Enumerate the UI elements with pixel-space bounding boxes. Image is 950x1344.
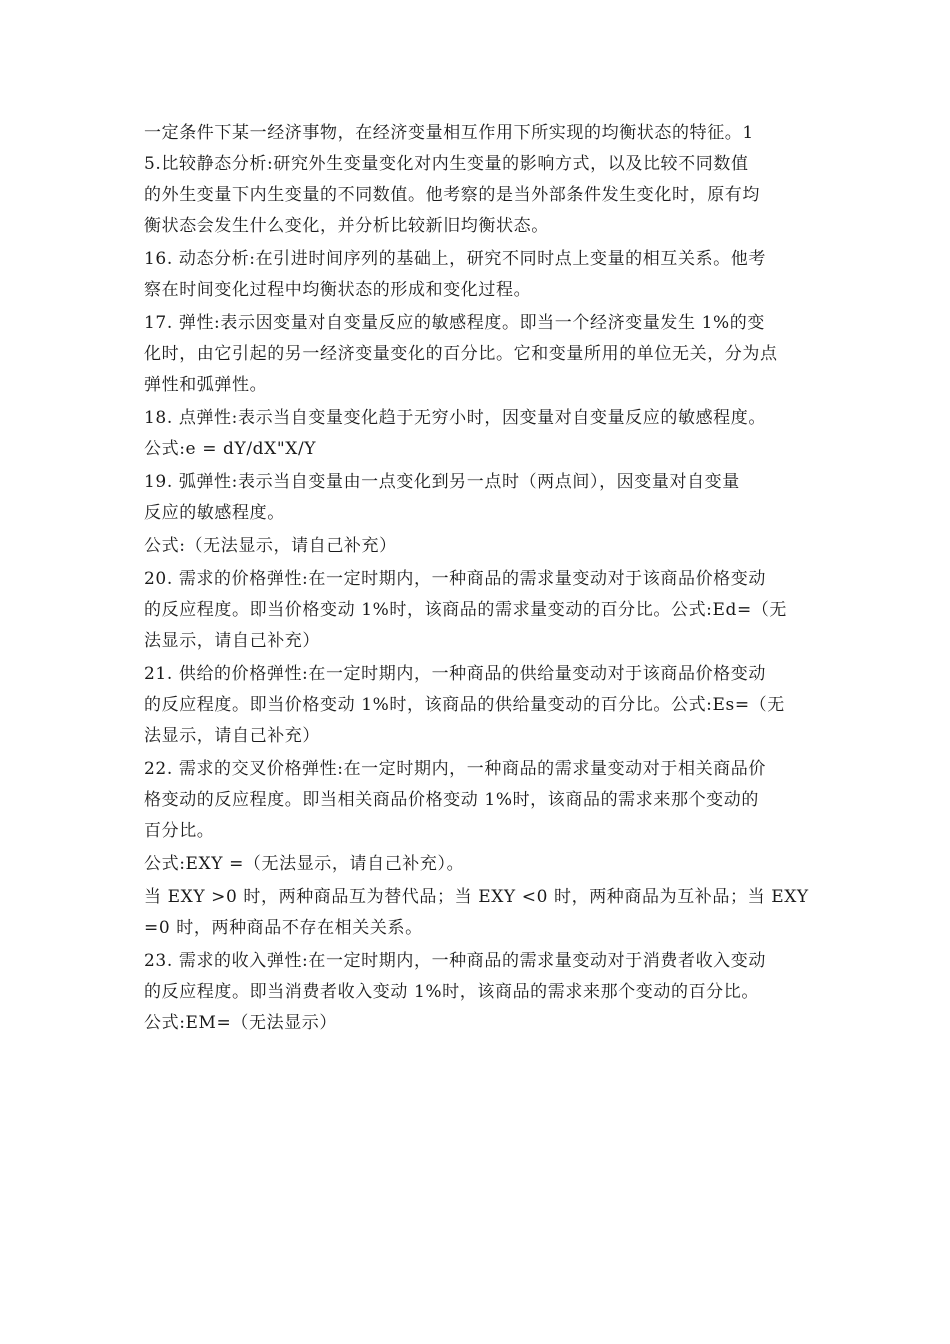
text-line: 的反应程度。即当消费者收入变动 1%时，该商品的需求来那个变动的百分比。 — [144, 982, 759, 1002]
text-line: 18. 点弹性:表示当自变量变化趋于无穷小时，因变量对自变量反应的敏感程度。 — [144, 408, 766, 428]
text-line: 公式:EM=（无法显示） — [144, 1013, 337, 1033]
text-line: 百分比。 — [144, 821, 215, 841]
text-line: 的反应程度。即当价格变动 1%时，该商品的需求量变动的百分比。公式:Ed=（无 — [144, 600, 788, 620]
text-line: 5.比较静态分析:研究外生变量变化对内生变量的影响方式，以及比较不同数值 — [144, 154, 749, 174]
text-line: 化时，由它引起的另一经济变量变化的百分比。它和变量所用的单位无关，分为点 — [144, 344, 778, 364]
text-line: 22. 需求的交叉价格弹性:在一定时期内，一种商品的需求量变动对于相关商品价 — [144, 759, 766, 779]
text-line: 21. 供给的价格弹性:在一定时期内，一种商品的供给量变动对于该商品价格变动 — [144, 664, 766, 684]
text-line: 16. 动态分析:在引进时间序列的基础上，研究不同时点上变量的相互关系。他考 — [144, 249, 766, 269]
text-line: 反应的敏感程度。 — [144, 503, 285, 523]
text-line: =0 时，两种商品不存在相关关系。 — [144, 918, 423, 938]
text-line: 的反应程度。即当价格变动 1%时，该商品的供给量变动的百分比。公式:Es=（无 — [144, 695, 785, 715]
text-line: 当 EXY >0 时，两种商品互为替代品；当 EXY <0 时，两种商品为互补品；当 EXY — [144, 887, 809, 907]
text-line: 23. 需求的收入弹性:在一定时期内，一种商品的需求量变动对于消费者收入变动 — [144, 951, 766, 971]
text-line: 公式:EXY =（无法显示，请自己补充）。 — [144, 854, 465, 874]
text-line: 法显示，请自己补充） — [144, 631, 320, 651]
text-line: 弹性和弧弹性。 — [144, 375, 268, 395]
text-line: 公式:（无法显示，请自己补充） — [144, 536, 397, 556]
text-line: 衡状态会发生什么变化，并分析比较新旧均衡状态。 — [144, 216, 549, 236]
text-line: 17. 弹性:表示因变量对自变量反应的敏感程度。即当一个经济变量发生 1%的变 — [144, 313, 765, 333]
document-body — [144, 118, 812, 1039]
text-line: 格变动的反应程度。即当相关商品价格变动 1%时，该商品的需求来那个变动的 — [144, 790, 759, 810]
text-line: 的外生变量下内生变量的不同数值。他考察的是当外部条件发生变化时，原有均 — [144, 185, 760, 205]
text-line: 察在时间变化过程中均衡状态的形成和变化过程。 — [144, 280, 532, 300]
text-line: 一定条件下某一经济事物，在经济变量相互作用下所实现的均衡状态的特征。1 — [144, 123, 754, 143]
text-line: 19. 弧弹性:表示当自变量由一点变化到另一点时（两点间），因变量对自变量 — [144, 472, 740, 492]
text-line: 法显示，请自己补充） — [144, 726, 320, 746]
text-line: 20. 需求的价格弹性:在一定时期内，一种商品的需求量变动对于该商品价格变动 — [144, 569, 766, 589]
text-line: 公式:e = dY/dX"X/Y — [144, 439, 317, 459]
